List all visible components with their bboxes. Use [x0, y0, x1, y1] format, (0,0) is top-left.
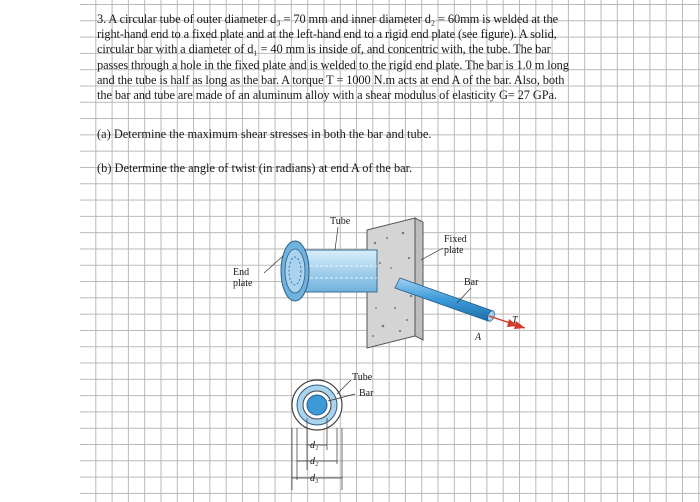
- problem-statement: [97, 12, 657, 103]
- section-tube-label: Tube: [352, 372, 373, 383]
- figure-drawing: [225, 208, 535, 498]
- d1-dimension-label: d₁: [310, 440, 319, 451]
- problem-line: the bar and tube are made of an aluminum alloy with a shear modulus of elasticity G= 27 GPa.: [97, 88, 557, 103]
- problem-line: and the tube is half as long as the bar. A torque T = 1000 N.m acts at end A of the bar. Also, both: [97, 72, 565, 87]
- bar-label: Bar: [464, 277, 479, 288]
- problem-line: circular bar with a diameter of d₁ = 40 mm is inside of, and concentric with, the tube. The bar: [97, 42, 551, 57]
- problem-line: passes through a hole in the fixed plate and is welded to the rigid end plate. The bar is 1.0 m long: [97, 57, 569, 72]
- cross-section: [292, 380, 355, 490]
- problem-figure: [225, 208, 535, 498]
- torque-arrow: [489, 316, 525, 329]
- end-plate: [281, 241, 309, 301]
- torque-label: T: [512, 315, 518, 326]
- d2-dimension-label: d₂: [310, 456, 319, 467]
- page-margin: [0, 0, 81, 502]
- problem-line: right-hand end to a fixed plate and at the left-hand end to a rigid end plate (see figure). A solid,: [97, 27, 557, 42]
- end-a-label: A: [475, 332, 482, 343]
- problem-line: 3. A circular tube of outer diameter d₃ = 70 mm and inner diameter d₂ = 60mm is welded at the: [97, 12, 558, 26]
- question-a: (a) Determine the maximum shear stresses in both the bar and tube.: [97, 127, 432, 141]
- section-bar-label: Bar: [359, 388, 374, 399]
- tube-label: Tube: [330, 216, 351, 227]
- fixed-plate-label: Fixed plate: [444, 234, 467, 256]
- question-b: (b) Determine the angle of twist (in radians) at end A of the bar.: [97, 161, 413, 175]
- end-plate-label: End plate: [233, 267, 253, 289]
- d3-dimension-label: d₃: [310, 473, 319, 484]
